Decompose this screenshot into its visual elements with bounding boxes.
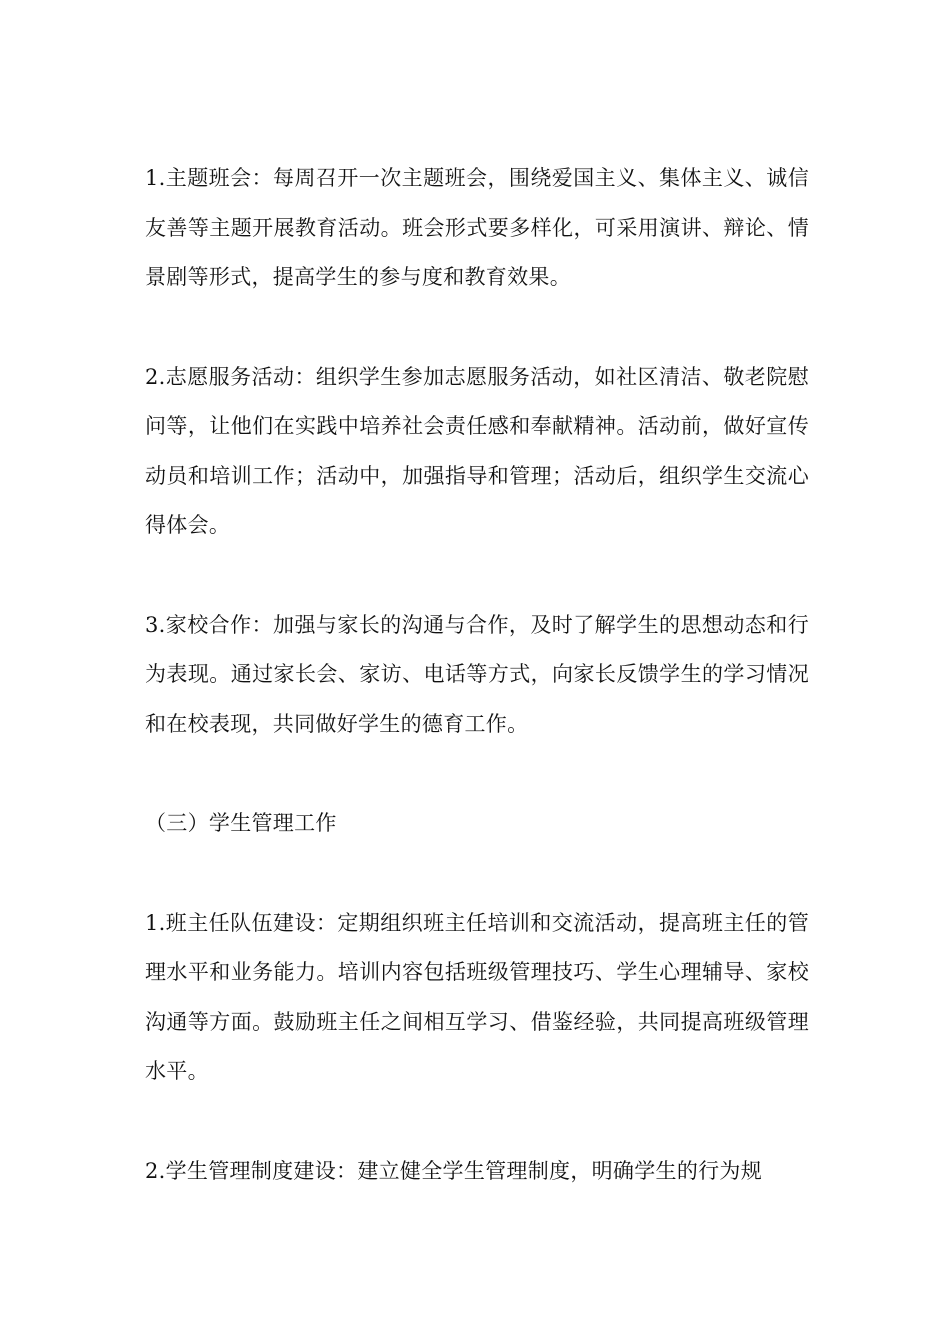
paragraph-volunteer-service: 2.志愿服务活动：组织学生参加志愿服务活动，如社区清洁、敬老院慰问等，让他们在实践中培养社会责任感和奉献精神。活动前，做好宣传动员和培训工作；活动中，加强指导和管理；活动后，组织学生交流心得体会。 — [145, 364, 809, 537]
document-body — [145, 154, 809, 1196]
paragraph-head-teacher-team: 1.班主任队伍建设：定期组织班主任培训和交流活动，提高班主任的管理水平和业务能力。培训内容包括班级管理技巧、学生心理辅导、家校沟通等方面。鼓励班主任之间相互学习、借鉴经验，共同提高班级管理水平。 — [145, 910, 809, 1083]
section-heading-student-management: （三）学生管理工作 — [145, 811, 337, 835]
paragraph-student-management-system: 2.学生管理制度建设：建立健全学生管理制度，明确学生的行为规 — [145, 1158, 763, 1183]
paragraph-theme-class-meeting: 1.主题班会：每周召开一次主题班会，围绕爱国主义、集体主义、诚信友善等主题开展教育活动。班会形式要多样化，可采用演讲、辩论、情景剧等形式，提高学生的参与度和教育效果。 — [145, 166, 809, 289]
paragraph-home-school-cooperation: 3.家校合作：加强与家长的沟通与合作，及时了解学生的思想动态和行为表现。通过家长会、家访、电话等方式，向家长反馈学生的学习情况和在校表现，共同做好学生的德育工作。 — [145, 612, 809, 736]
